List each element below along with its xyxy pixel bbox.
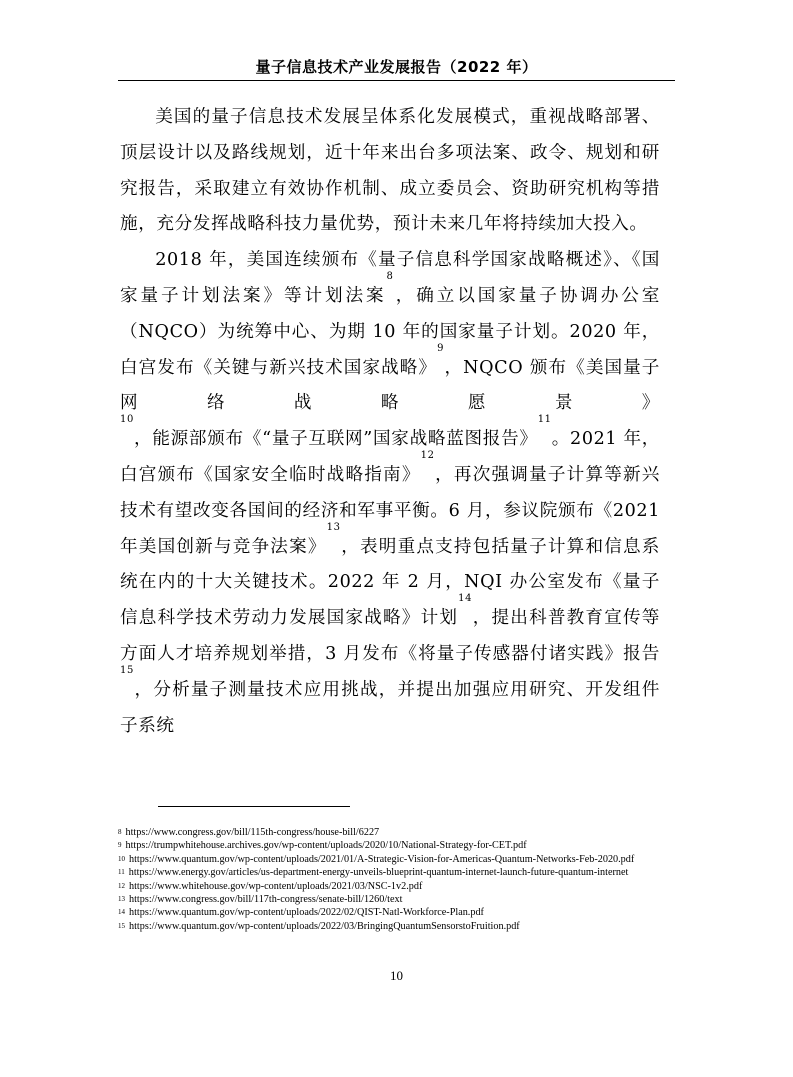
footnote-number: 11 [118,868,125,877]
footnote-ref-10[interactable]: 10 [120,414,134,426]
footnote-link[interactable]: https://www.congress.gov/bill/117th-congress/senate-bill/1260/text [129,894,403,906]
footnote-ref-9[interactable]: 9 [437,342,445,354]
footnote-number: 15 [118,921,125,930]
text-run: ，能源部颁布《“量子互联网”国家战略蓝图报告》 [133,429,538,450]
footnote-number: 14 [118,908,125,917]
footnote-8 [118,826,670,839]
text-run: 。2021 年，白宫颁布《国家安全临时战略指南》 [120,429,661,485]
footnote-number: 9 [118,841,122,850]
page-number: 10 [390,968,403,983]
text-run: ，确立以国家量子协调办公室（NQCO）为统筹中心、为期 10 年的国家量子计划。2020 年，白宫发布《关键与新兴技术国家战略》 [120,285,660,378]
footnote-link[interactable]: https://www.quantum.gov/wp-content/uploads/2022/03/BringingQuantumSensorstoFruition.pdf [129,920,520,932]
footnote-link[interactable]: https://www.energy.gov/articles/us-department-energy-unveils-blueprint-quantum-internet-launch-future-quantum-internet [128,867,629,879]
footnote-12 [118,880,670,893]
body-text [120,100,660,744]
footnote-ref-12[interactable]: 12 [420,449,435,461]
footnote-number: 10 [118,854,125,863]
footnote-9 [118,839,670,852]
paragraph-1 [120,100,660,243]
footnote-ref-13[interactable]: 13 [326,521,341,533]
footnote-separator [158,806,350,807]
text-run: 美国的量子信息技术发展呈体系化发展模式，重视战略部署、顶层设计以及路线规划，近十年来出台多项法案、政令、规划和研究报告，采取建立有效协作机制、成立委员会、资助研究机构等措施，充分发挥战略科技力量优势，预计未来几年将持续加大投入。 [120,107,660,235]
footnote-ref-11[interactable]: 11 [537,414,552,426]
footnote-14 [118,906,670,919]
text-run: ，NQCO 颁布《美国量子网络战略愿景》 [120,357,660,414]
footnote-number: 12 [118,881,125,890]
footnote-number: 13 [118,895,125,904]
footnote-link[interactable]: https://trumpwhitehouse.archives.gov/wp-content/uploads/2020/10/National-Strategy-for-CET.pdf [125,840,527,852]
text-run: ，提出科普教育宣传等方面人才培养规划举措，3 月发布《将量子传感器付诸实践》报告 [120,608,660,664]
footnote-11 [118,866,670,879]
footnote-link[interactable]: https://www.quantum.gov/wp-content/uploads/2022/02/QIST-Natl-Workforce-Plan.pdf [129,907,484,919]
footnote-ref-15[interactable]: 15 [120,664,134,676]
text-run: ，表明重点支持包括量子计算和信息系统在内的十大关键技术。2022 年 2 月，NQI 办公室发布《量子信息科学技术劳动力发展国家战略》计划 [120,536,660,629]
footnote-link[interactable]: https://www.whitehouse.gov/wp-content/uploads/2021/03/NSC-1v2.pdf [129,880,423,892]
footnote-13 [118,893,670,906]
footnotes [118,826,670,933]
footnote-link[interactable]: https://www.congress.gov/bill/115th-congress/house-bill/6227 [125,827,380,838]
footnote-15 [118,920,670,933]
footnote-10 [118,853,670,866]
text-run: ，分析量子测量技术应用挑战，并提出加强应用研究、开发组件子系统 [120,679,660,736]
footnote-number: 8 [118,828,122,836]
text-run: ，再次强调量子计算等新兴技术有望改变各国间的经济和军事平衡。6 月，参议院颁布《2021 年美国创新与竞争法案》 [120,464,660,557]
paragraph-2 [120,243,660,744]
running-header-title: 量子信息技术产业发展报告（2022 年） [255,58,538,76]
text-run: 2018 年，美国连续颁布《量子信息科学国家战略概述》、《国家量子计划法案》等计划法案 [120,250,660,306]
footnote-ref-8[interactable]: 8 [386,270,394,282]
footnote-ref-14[interactable]: 14 [458,593,473,605]
header-rule [118,80,675,81]
footnote-link[interactable]: https://www.quantum.gov/wp-content/uploads/2021/01/A-Strategic-Vision-for-Americas-Quantum-Networks-Feb-2020.pdf [129,853,635,865]
